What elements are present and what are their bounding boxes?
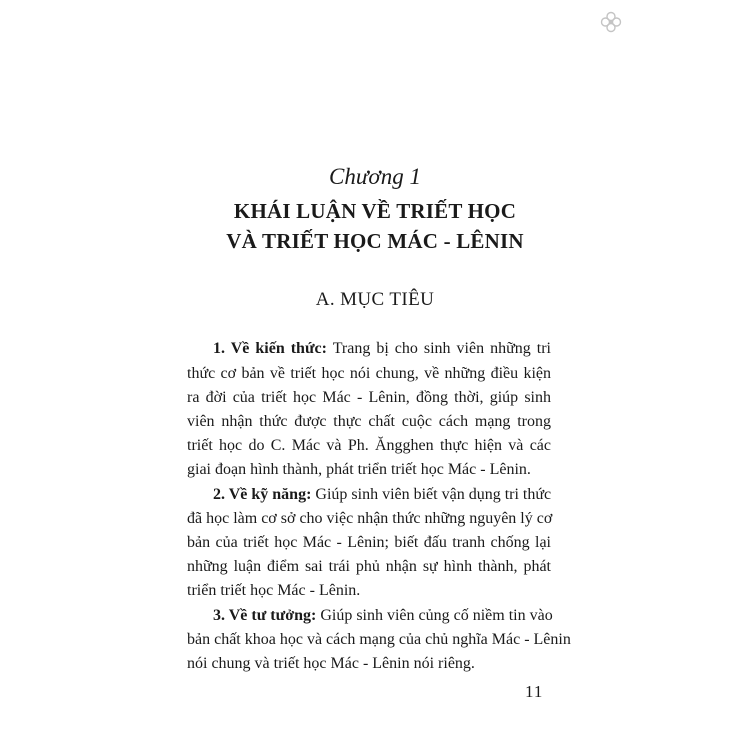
objective-2-line-4: những luận điểm sai trái phủ nhận sự hình thành, phát	[187, 558, 551, 575]
objective-2-line-5: triển triết học Mác - Lênin.	[187, 582, 361, 599]
chapter-label: Chương 1	[329, 164, 421, 189]
objective-1-line-5: triết học do C. Mác và Ph. Ăngghen thực hiện và các	[187, 437, 551, 454]
objective-2-line-2: đã học làm cơ sở cho việc nhận thức những nguyên lý cơ	[187, 510, 553, 527]
objective-2-line-1	[213, 483, 551, 507]
objective-1-label: 1. Về kiến thức:	[213, 340, 327, 357]
section-heading: A. MỤC TIÊU	[315, 289, 435, 310]
flower-ornament-icon	[599, 10, 623, 34]
objective-3-text: Giúp sinh viên củng cố niềm tin vào	[316, 607, 553, 624]
objective-2-label: 2. Về kỹ năng:	[213, 486, 312, 503]
objective-3-line-3: nói chung và triết học Mác - Lênin nói riêng.	[187, 655, 475, 672]
objective-1-line-2: thức cơ bản về triết học nói chung, về những điều kiện	[187, 365, 551, 382]
chapter-title-line-2: VÀ TRIẾT HỌC MÁC - LÊNIN	[226, 229, 524, 253]
objective-1-text: Trang bị cho sinh viên những tri	[326, 340, 552, 357]
objective-1-line-3: ra đời của triết học Mác - Lênin, đồng thời, giúp sinh	[187, 389, 551, 406]
objective-3-line-2: bản chất khoa học và cách mạng của chủ nghĩa Mác - Lênin	[187, 631, 571, 648]
objective-3-label: 3. Về tư tưởng:	[213, 607, 317, 624]
objective-2-text: Giúp sinh viên biết vận dụng tri thức	[311, 486, 552, 503]
objective-2-line-3: bản của triết học Mác - Lênin; biết đấu tranh chống lại	[187, 534, 551, 551]
chapter-title-line-1: KHÁI LUẬN VỀ TRIẾT HỌC	[233, 199, 517, 223]
page-number: 11	[525, 682, 544, 701]
objective-1-line-4: viên nhận thức được thực chất cuộc cách mạng trong	[187, 413, 551, 430]
objective-1-line-1	[213, 337, 551, 361]
objective-1-line-6: giai đoạn hình thành, phát triển triết học Mác - Lênin.	[187, 461, 531, 478]
objective-3-line-1	[213, 604, 551, 628]
